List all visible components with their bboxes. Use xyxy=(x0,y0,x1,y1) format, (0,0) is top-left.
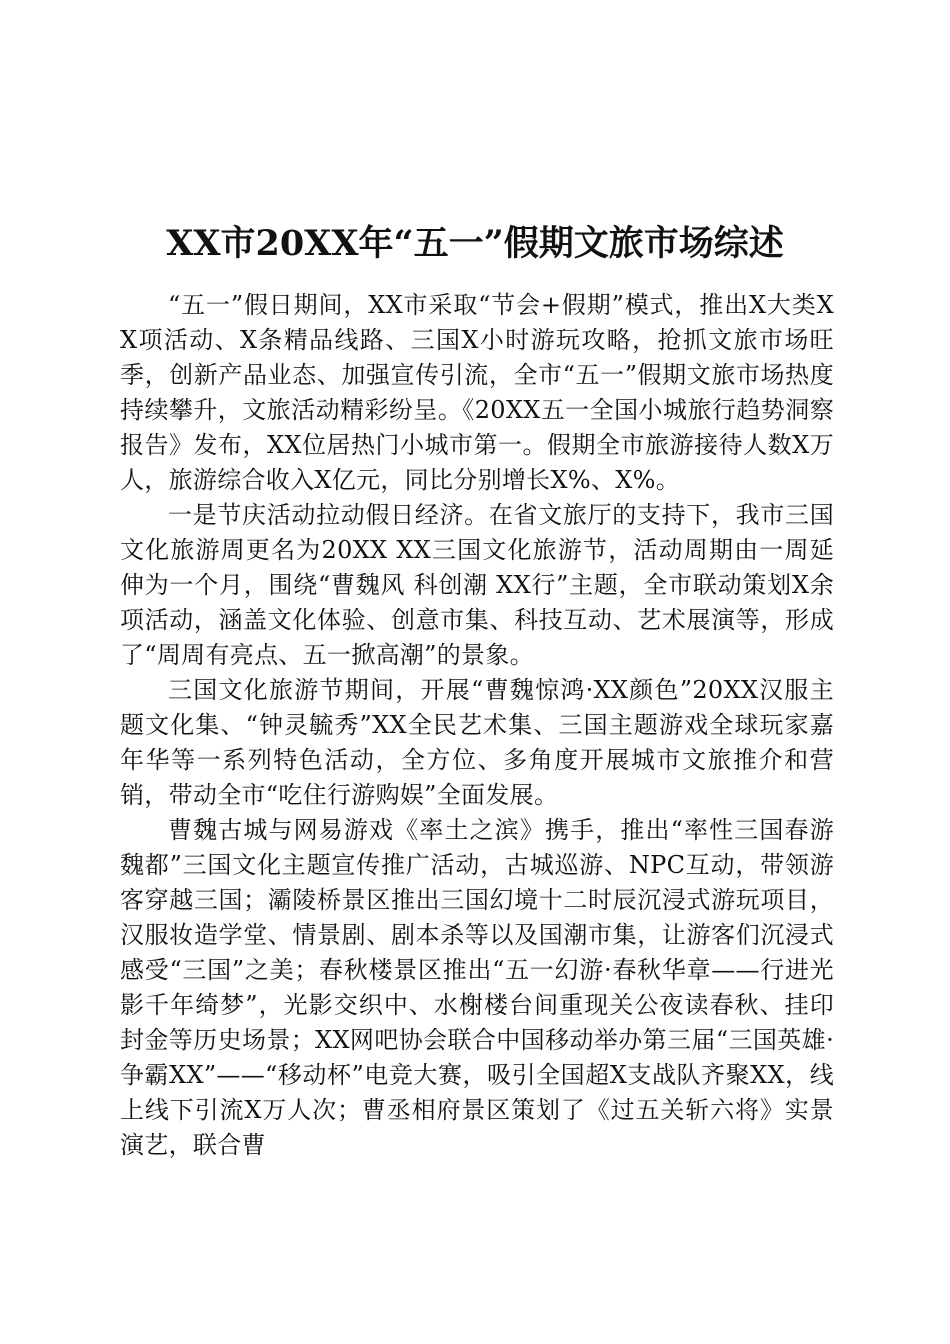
paragraph-intro: “五一”假日期间，XX市采取“节会+假期”模式，推出X大类XX项活动、X条精品线路、三国X小时游玩攻略，抢抓文旅市场旺季，创新产品业态、加强宣传引流，全市“五一”假期文旅市场热度持续攀升，文旅活动精彩纷呈。《20XX五一全国小城旅行趋势洞察报告》发布，XX位居热门小城市第一。假期全市旅游接待人数X万人，旅游综合收入X亿元，同比分别增长X%、X%。 xyxy=(120,291,834,494)
document-title: XX市20XX年“五一”假期文旅市场综述 xyxy=(166,223,784,265)
paragraph-scenic-events: 曹魏古城与网易游戏《率土之滨》携手，推出“率性三国春游魏都”三国文化主题宣传推广活动，古城巡游、NPC互动，带领游客穿越三国；灞陵桥景区推出三国幻境十二时辰沉浸式游玩项目，汉服妆造学堂、情景剧、剧本杀等以及国潮市集，让游客们沉浸式感受“三国”之美；春秋楼景区推出“五一幻游·春秋华章——行进光影千年绮梦”，光影交织中、水榭楼台间重现关公夜读春秋、挂印封金等历史场景；XX网吧协会联合中国移动举办第三届“三国英雄·争霸XX”——“移动杯”电竞大赛，吸引全国超X支战队齐聚XX，线上线下引流X万人次；曹丞相府景区策划了《过五关斩六将》实景演艺，联合曹 xyxy=(120,816,834,1159)
paragraph-festival-activities: 三国文化旅游节期间，开展“曹魏惊鸿·XX颜色”20XX汉服主题文化集、“钟灵毓秀”XX全民艺术集、三国主题游戏全球玩家嘉年华等一系列特色活动，全方位、多角度开展城市文旅推介和营销，带动全市“吃住行游购娱”全面发展。 xyxy=(120,676,834,809)
paragraph-festival-economy: 一是节庆活动拉动假日经济。在省文旅厅的支持下，我市三国文化旅游周更名为20XX XX三国文化旅游节，活动周期由一周延伸为一个月，围绕“曹魏风 科创潮 XX行”主题，全市联动策划X余项活动，涵盖文化体验、创意市集、科技互动、艺术展演等，形成了“周周有亮点、五一掀高潮”的景象。 xyxy=(120,501,834,669)
document-body xyxy=(120,288,834,1163)
